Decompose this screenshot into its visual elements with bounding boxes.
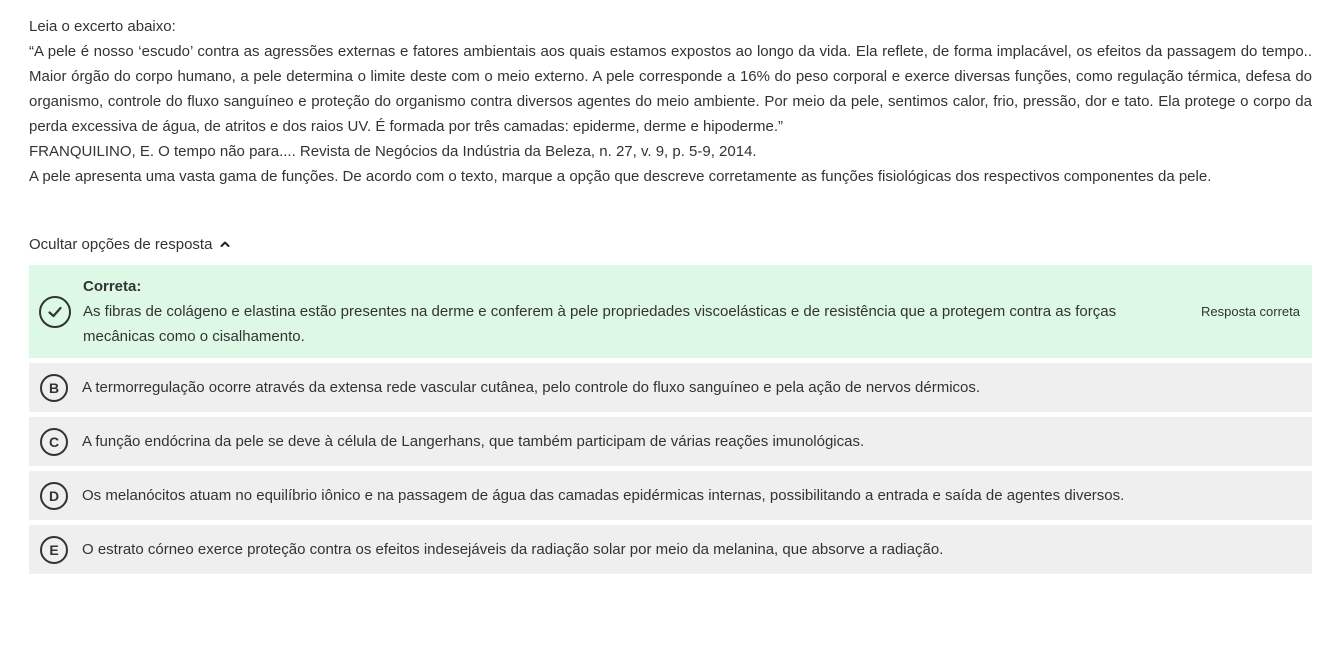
hide-options-label: Ocultar opções de resposta — [29, 235, 213, 253]
answer-option-text: A termorregulação ocorre através da extensa rede vascular cutânea, pelo controle do fluxo sanguíneo e pela ação de nervos dérmicos. — [82, 379, 981, 396]
question-intro: Leia o excerto abaixo: — [29, 18, 176, 35]
answer-option-text: As fibras de colágeno e elastina estão presentes na derme e conferem à pele propriedades viscoelásticas e de resistência que a protegem contra as forças mecânicas como o cisalhamento. — [83, 303, 1117, 345]
answer-options — [29, 265, 1312, 574]
answer-option-body — [83, 274, 1201, 349]
hide-options-toggle[interactable] — [29, 232, 232, 256]
answer-option-b[interactable] — [29, 363, 1312, 412]
option-letter-badge: E — [40, 536, 68, 564]
answer-option-c[interactable] — [29, 417, 1312, 466]
answer-option-text: Os melanócitos atuam no equilíbrio iônico e na passagem de água das camadas epidérmicas internas, possibilitando a entrada e saída de agentes diversos. — [82, 487, 1125, 504]
chevron-up-icon — [218, 237, 232, 251]
check-circle-icon — [39, 296, 71, 328]
option-letter-badge: D — [40, 482, 68, 510]
answer-option-text: O estrato córneo exerce proteção contra os efeitos indesejáveis da radiação solar por meio da melanina, que absorve a radiação. — [82, 541, 944, 558]
question-prompt: A pele apresenta uma vasta gama de funções. De acordo com o texto, marque a opção que descreve corretamente as funções fisiológicas dos respectivos componentes da pele. — [29, 168, 1212, 185]
option-letter-badge: B — [40, 374, 68, 402]
option-letter-badge: C — [40, 428, 68, 456]
question-quote: “A pele é nosso ‘escudo’ contra as agressões externas e fatores ambientais aos quais estamos expostos ao longo da vida. Ela reflete, de forma implacável, os efeitos da passagem do tempo.. Maior órgão do corpo humano, a pele determina o limite deste com o meio externo. A pele corresponde a 16% do peso corporal e exerce diversas funções, como regulação térmica, defesa do organismo, controle do fluxo sanguíneo e proteção do organismo contra diversos agentes do meio ambiente. Por meio da pele, sentimos calor, frio, pressão, dor e tato. Ela protege o corpo da perda excessiva de água, de atritos e dos raios UV. É formada por três camadas: epiderme, derme e hipoderme.” — [29, 43, 1312, 135]
question-text — [29, 14, 1312, 189]
answer-option-a[interactable] — [29, 265, 1312, 358]
question-source: FRANQUILINO, E. O tempo não para.... Revista de Negócios da Indústria da Beleza, n. 27, v. 9, p. 5-9, 2014. — [29, 143, 757, 160]
correct-label: Correta: — [83, 278, 142, 295]
correct-answer-tag: Resposta correta — [1201, 304, 1300, 319]
answer-option-text: A função endócrina da pele se deve à célula de Langerhans, que também participam de várias reações imunológicas. — [82, 433, 865, 450]
question-container — [29, 14, 1312, 579]
answer-option-d[interactable] — [29, 471, 1312, 520]
answer-option-e[interactable] — [29, 525, 1312, 574]
